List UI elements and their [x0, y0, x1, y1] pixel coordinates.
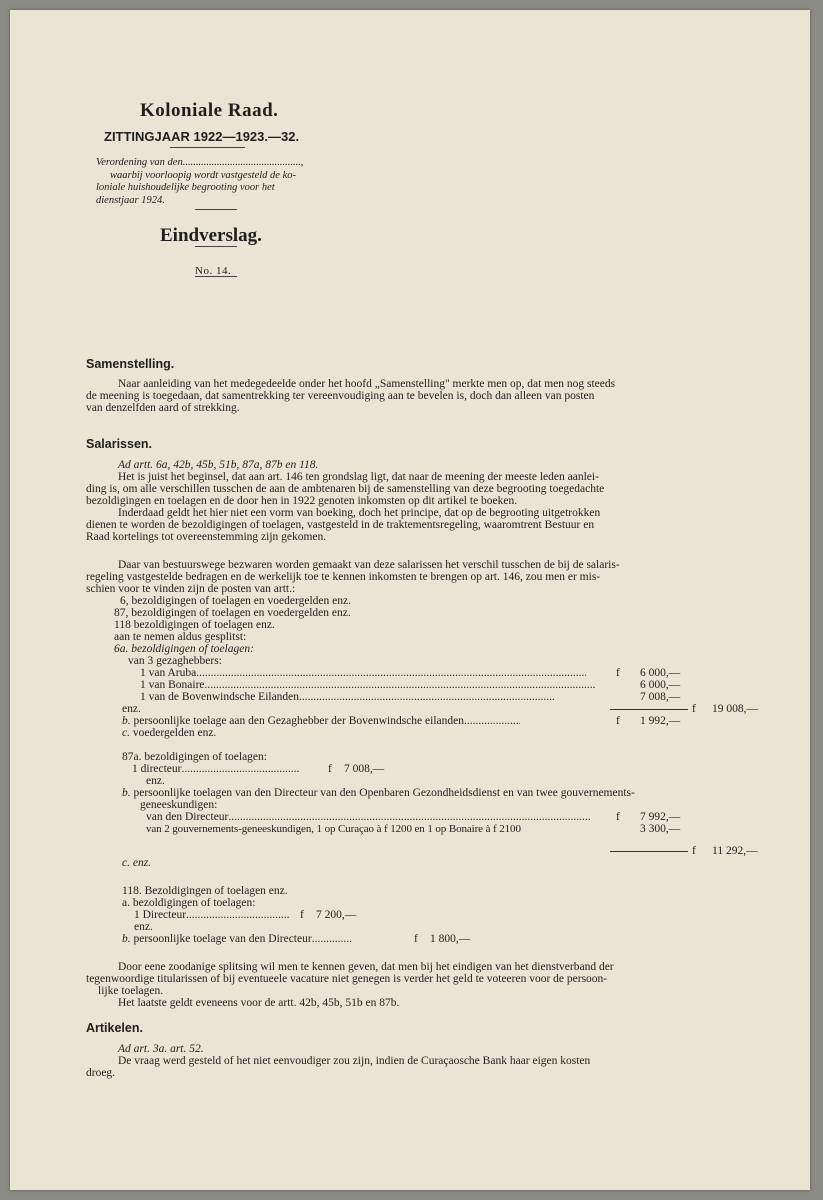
- currency-mark: f: [692, 703, 696, 715]
- text-line: Door eene zoodanige splitsing wil men te kennen geven, dat men bij het eindigen van het dienstverband der: [118, 961, 614, 973]
- currency-mark: f: [616, 715, 620, 727]
- sub-heading-6a: 6a. bezoldigingen of toelagen:: [114, 643, 254, 655]
- text-line: c. enz.: [122, 857, 152, 869]
- ledger-label: 1 Directeur: [134, 909, 187, 921]
- text-line: Inderdaad geldt het hier niet een vorm van boeking, doch het principe, dat op de begrooting uitgetrokken: [118, 507, 601, 519]
- ledger-label: persoonlijke toelage van den Directeur: [133, 933, 312, 945]
- header-divider: [170, 147, 245, 148]
- text-line: Naar aanleiding van het medegedeelde onder het hoofd „Samenstelling" merkte men op, dat men nog steeds: [118, 378, 616, 390]
- sum-rule: [610, 709, 688, 710]
- section-heading-salarissen: Salarissen.: [86, 437, 153, 451]
- total-6a: 19 008,—: [712, 703, 758, 715]
- text-line: enz.: [122, 703, 141, 715]
- text-line: enz.: [146, 775, 165, 787]
- ledger-label: voedergelden enz.: [132, 727, 217, 739]
- amount-bovenwindsche: 7 008,—: [640, 691, 681, 703]
- dot-leader: [186, 909, 290, 921]
- sum-rule: [610, 851, 688, 852]
- ledger-label: persoonlijke toelagen van den Directeur van den Openbaren Gezondheidsdienst en van twee gouvernements-: [133, 787, 635, 799]
- text-line: geneeskundigen:: [140, 799, 218, 811]
- ordinance-description: Verordening van den..... , waarbij voorloopig wordt vastgesteld de ko- loniale huishoudelijke begrooting voor het dienstjaar 1924.: [96, 157, 346, 207]
- text-line: van 3 gezaghebbers:: [128, 655, 222, 667]
- amount-aruba: 6 000,—: [640, 667, 681, 679]
- text-line: Raad kortelings tot overeenstemming zijn gekomen.: [86, 531, 327, 543]
- dot-leader: [182, 763, 300, 775]
- article-reference: Ad art. 3a. art. 52.: [118, 1043, 204, 1055]
- text-line: droeg.: [86, 1067, 116, 1079]
- item-letter: c.: [122, 727, 130, 739]
- item-letter: b.: [122, 787, 131, 799]
- amount-persoonlijke-toelage-118: 1 800,—: [430, 933, 471, 945]
- amount-persoonlijke-toelage: 1 992,—: [640, 715, 681, 727]
- ledger-line-voedergelden: [122, 727, 216, 739]
- council-title: Koloniale Raad.: [140, 100, 279, 121]
- salarissen-paragraph-1: [86, 459, 756, 543]
- ledger-line-bonaire: [140, 679, 595, 691]
- bleed-through-texture: [460, 110, 780, 350]
- ledger-line-persoonlijke-toelage: [122, 715, 520, 727]
- text-line: aan te nemen aldus gesplitst:: [114, 631, 247, 643]
- ledger-line-persoonlijke-toelage-118: [122, 933, 352, 945]
- ledger-label: 1 van Aruba: [140, 667, 197, 679]
- dot-leader: [299, 691, 555, 703]
- ordinance-line: dienstjaar 1924.: [96, 194, 165, 206]
- ledger-line-directeur-118: [134, 909, 290, 921]
- document-page: [10, 10, 810, 1190]
- currency-mark: f: [328, 763, 332, 775]
- dot-leader: [464, 715, 520, 727]
- text-line: bezoldigingen en toelagen en de door hen in 1922 genoten inkomsten op dit artikel te boeken.: [86, 495, 518, 507]
- artikelen-paragraph: [86, 1043, 756, 1079]
- text-line: regeling vastgestelde bedragen en de werkelijk toe te kennen inkomsten te brengen op art. 146, zou men er mis-: [86, 571, 601, 583]
- ledger-line-aruba: [140, 667, 586, 679]
- article-reference: Ad artt. 6a, 42b, 45b, 51b, 87a, 87b en 118.: [118, 459, 319, 471]
- article-line: 118 bezoldigingen of toelagen enz.: [114, 619, 275, 631]
- header-divider: [195, 209, 237, 210]
- report-title: Eindverslag.: [160, 225, 262, 246]
- ledger-label: persoonlijke toelage aan den Gezaghebber der Bovenwindsche eilanden: [133, 715, 464, 727]
- header-divider: [195, 276, 237, 277]
- article-line: 6, bezoldigingen of toelagen en voedergelden enz.: [120, 595, 351, 607]
- sub-heading-118: 118. Bezoldigingen of toelagen enz.: [122, 885, 288, 897]
- header-divider: [195, 246, 237, 247]
- ledger-line-van-den-directeur: [146, 811, 591, 823]
- ordinance-line: loniale huishoudelijke begrooting voor het: [96, 182, 275, 193]
- currency-mark: f: [300, 909, 304, 921]
- text-line: de meening is toegedaan, dat samentrekking ter vereenvoudiging aan te bevelen is, doch dan alleen van posten: [86, 390, 595, 402]
- text-line: dienen te worden de bezoldigingen of toelagen, vastgesteld in de traktementsregeling, waaromtrent Bestuur en: [86, 519, 595, 531]
- text-line: a. bezoldigingen of toelagen:: [122, 897, 256, 909]
- text-line: Daar van bestuurswege bezwaren worden gemaakt van deze salarissen het verschil tusschen de bij de salaris-: [118, 559, 620, 571]
- currency-mark: f: [616, 811, 620, 823]
- amount-bonaire: 6 000,—: [640, 679, 681, 691]
- ledger-label: van den Directeur: [146, 811, 229, 823]
- currency-mark: f: [616, 667, 620, 679]
- text-line: enz.: [134, 921, 153, 933]
- ledger-line-persoonlijke-toelagen-ogd: [122, 787, 635, 799]
- total-87b: 11 292,—: [712, 845, 758, 857]
- ledger-label: 1 directeur: [132, 763, 182, 775]
- salarissen-paragraph-3: [86, 961, 756, 1009]
- amount-gouvernements-geneeskundigen: 3 300,—: [640, 823, 681, 835]
- ordinance-line: Verordening van den: [96, 157, 183, 168]
- dot-leader: [228, 811, 591, 823]
- text-line: schien voor te vinden zijn de posten van artt.:: [86, 583, 296, 595]
- item-letter: b.: [122, 715, 131, 727]
- currency-mark: f: [692, 845, 696, 857]
- item-letter: b.: [122, 933, 131, 945]
- ledger-label: 1 van Bonaire: [140, 679, 205, 691]
- dot-leader: [205, 679, 595, 691]
- amount-van-den-directeur: 7 992,—: [640, 811, 681, 823]
- ordinance-line: waarbij voorloopig wordt vastgesteld de ko-: [110, 169, 296, 181]
- ledger-line-directeur: [132, 763, 300, 775]
- amount-directeur: 7 008,—: [344, 763, 385, 775]
- text-line: De vraag werd gesteld of het niet eenvoudiger zou zijn, indien de Curaçaosche Bank haar eigen kosten: [118, 1055, 591, 1067]
- ledger-line-gouvernements-geneeskundigen: van 2 gouvernements-geneeskundigen, 1 op Curaçao à f 1200 en 1 op Bonaire à f 2100: [146, 823, 521, 835]
- dot-leader: [183, 157, 301, 170]
- salarissen-paragraph-2: [86, 559, 756, 595]
- article-line: 87, bezoldigingen of toelagen en voedergelden enz.: [114, 607, 351, 619]
- dot-leader: [196, 667, 586, 679]
- text-line: ding is, om alle verschillen tusschen de aan de ambtenaren bij de samenstelling van deze begrooting toegedachte: [86, 483, 605, 495]
- text-line: Het laatste geldt eveneens voor de artt. 42b, 45b, 51b en 87b.: [118, 997, 400, 1009]
- text-line: van denzelfden aard of strekking.: [86, 402, 240, 414]
- section-heading-samenstelling: Samenstelling.: [86, 357, 175, 371]
- amount-directeur-118: 7 200,—: [316, 909, 357, 921]
- text-line: lijke toelagen.: [98, 985, 164, 997]
- ledger-line-bovenwindsche: [140, 691, 555, 703]
- text-line: Het is juist het beginsel, dat aan art. 146 ten grondslag ligt, dat naar de meening der meeste leden aanlei-: [118, 471, 599, 483]
- ledger-label: 1 van de Bovenwindsche Eilanden: [140, 691, 300, 703]
- dot-leader: [312, 933, 352, 945]
- samenstelling-paragraph: [86, 378, 756, 414]
- report-number: No. 14.: [195, 265, 232, 277]
- sub-heading-87a: 87a. bezoldigingen of toelagen:: [122, 751, 267, 763]
- text-line: tegenwoordige titularissen of bij eventueele vacature niet genegen is verder het geld te voteeren voor de persoon-: [86, 973, 608, 985]
- currency-mark: f: [414, 933, 418, 945]
- session-year: ZITTINGJAAR 1922—1923.—32.: [104, 129, 300, 144]
- section-heading-artikelen: Artikelen.: [86, 1021, 143, 1035]
